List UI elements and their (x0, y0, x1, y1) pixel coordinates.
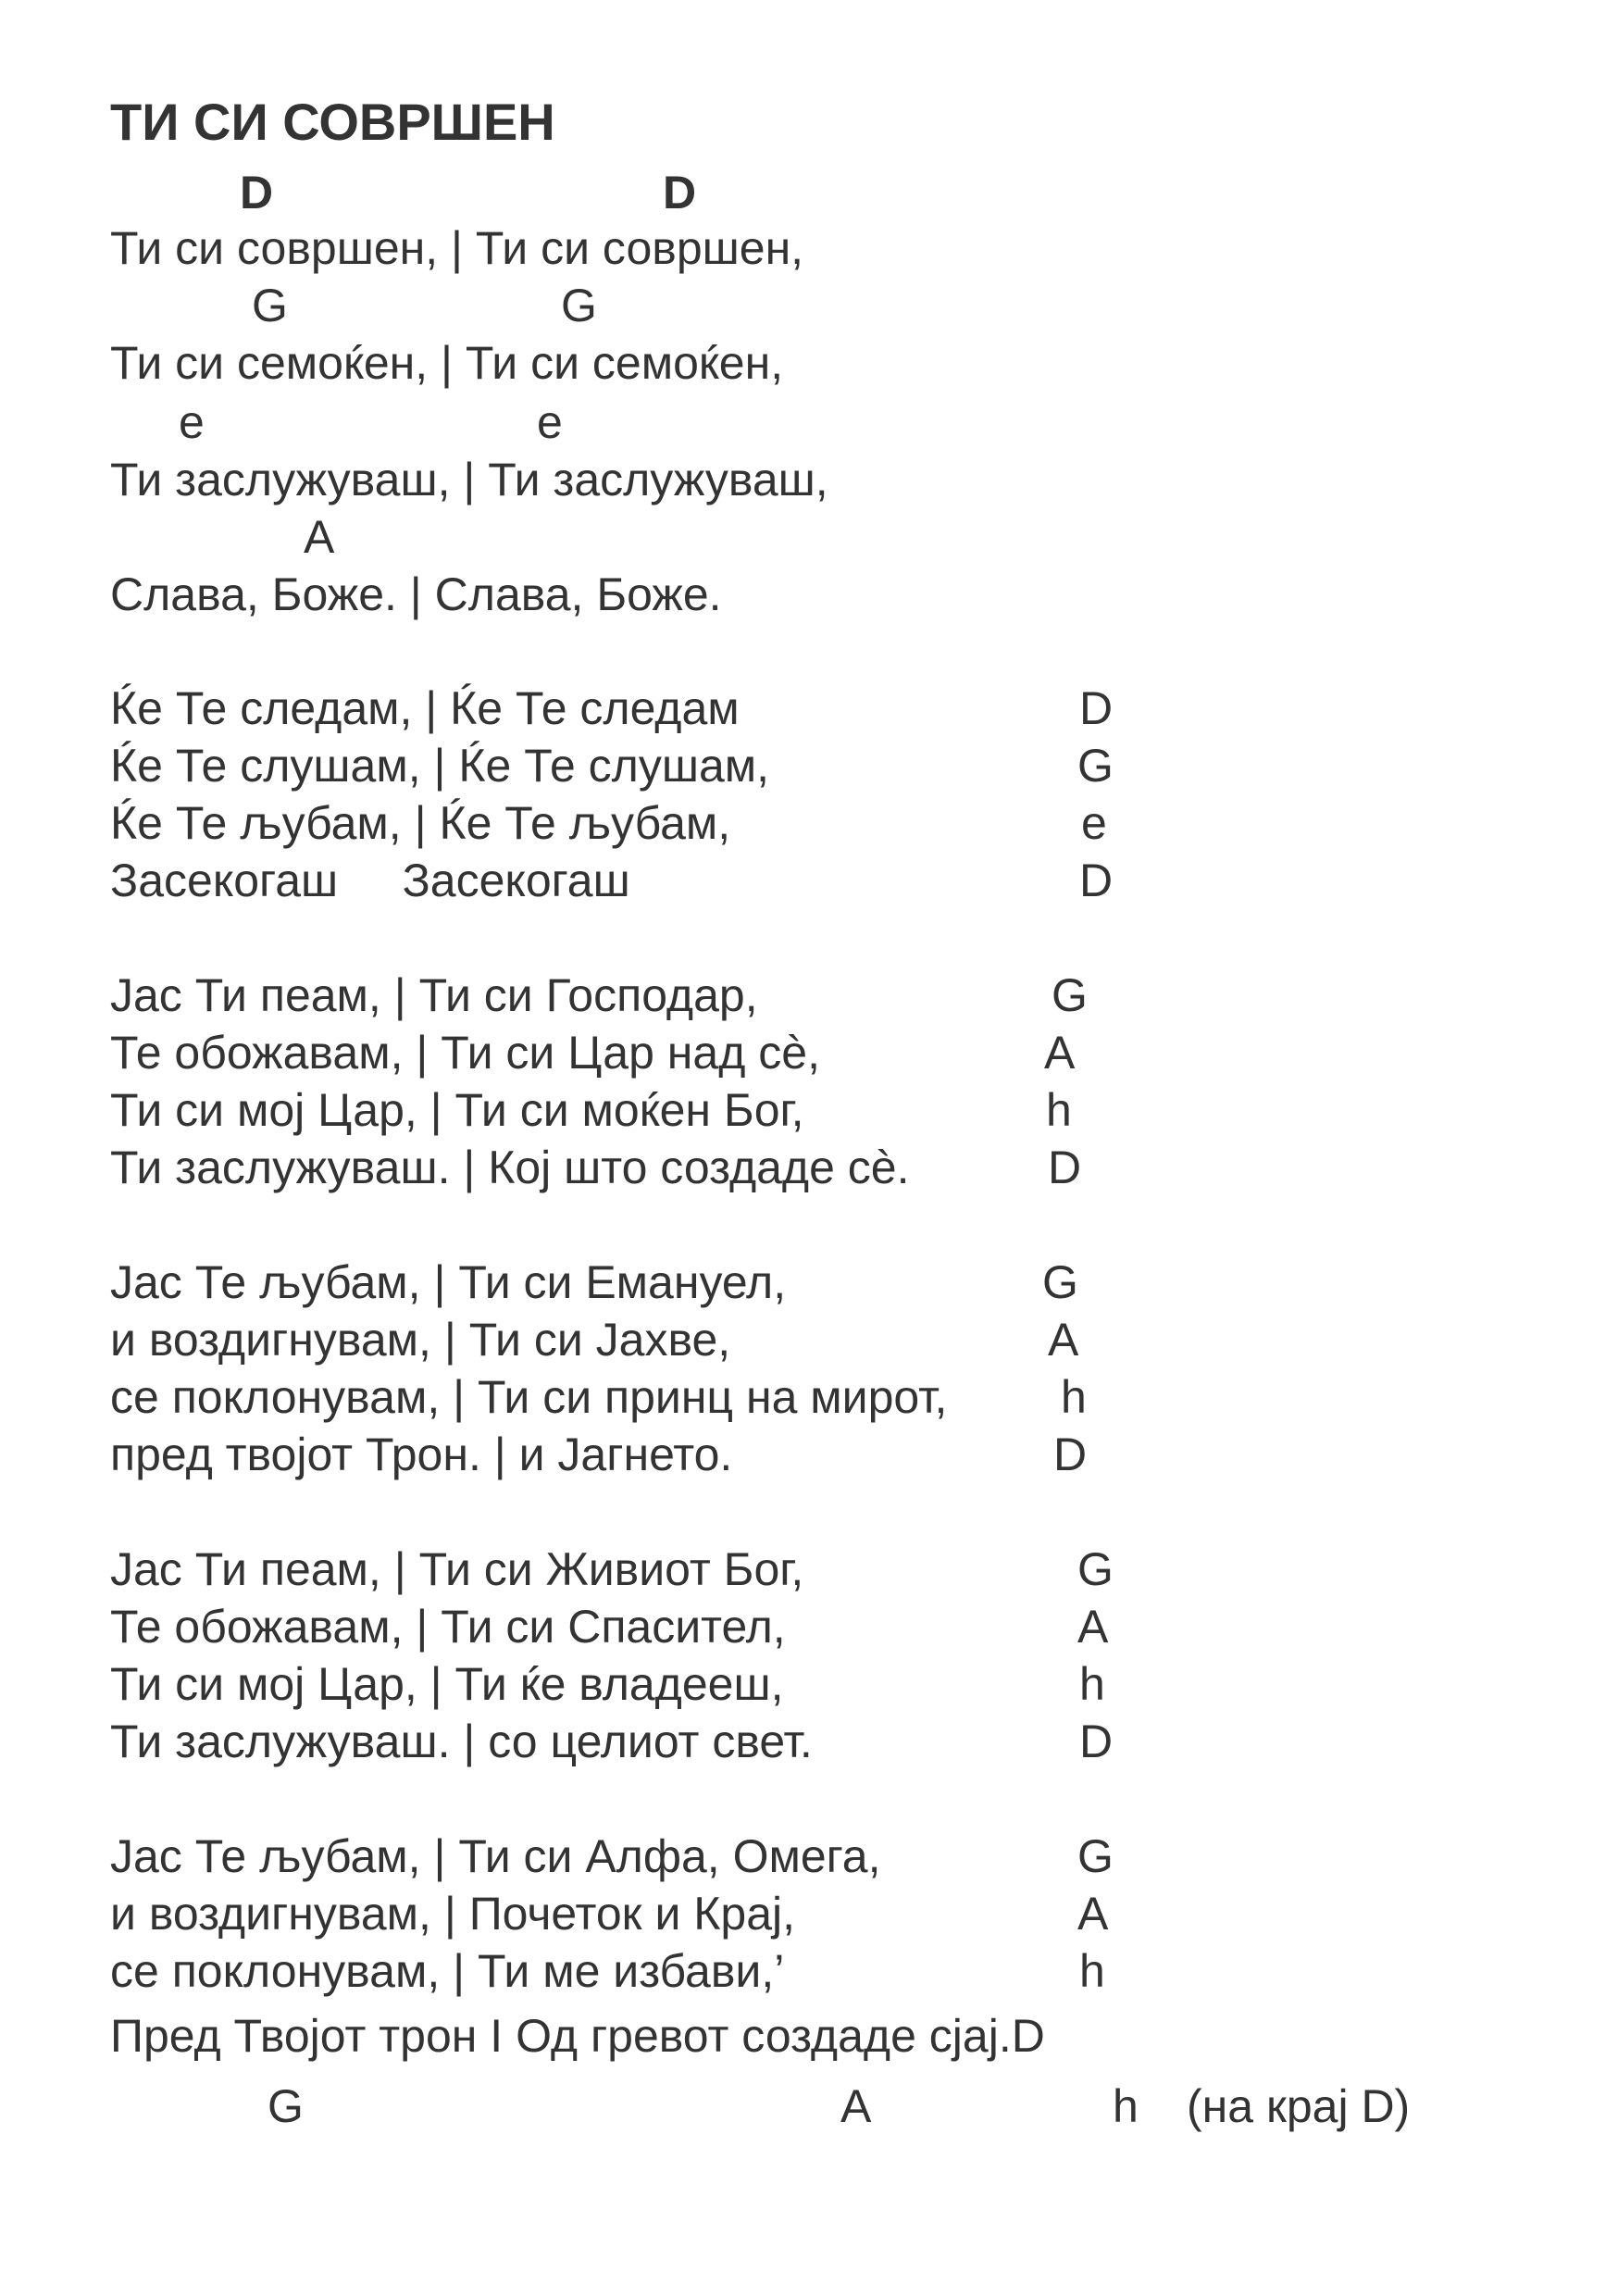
lyric-line: пред твојот Трон. | и Јагнето. (110, 1429, 733, 1480)
chord-label: G (252, 280, 288, 331)
lyric-line: Ти си совршен, | Ти си совршен, (110, 222, 804, 274)
chord-label: e (537, 396, 563, 448)
lyric-line: Јас Те љубам, | Ти си Емануел, (110, 1256, 787, 1308)
chord-label: D (1053, 1429, 1088, 1480)
lyric-line: Јас Ти пеам, | Ти си Господар, (110, 969, 758, 1021)
chord-label: D (1048, 1142, 1082, 1193)
chord-label: G (1077, 1830, 1114, 1882)
chord-label: G (1077, 1543, 1114, 1595)
chord-label: D (240, 167, 274, 218)
lyric-line: Те обожавам, | Ти си Спасител, (110, 1601, 786, 1653)
lyric-line: и воздигнувам, | Ти си Јахве, (110, 1314, 731, 1366)
chord-label: G (268, 2080, 304, 2132)
chord-label: D (1079, 855, 1114, 906)
lyric-line: Ти си мој Цар, | Ти ќе владееш, (110, 1658, 784, 1710)
chord-label: G (561, 280, 597, 331)
chord-label: G (1042, 1256, 1078, 1308)
lyric-line: Ќе Те слушам, | Ќе Те слушам, (110, 740, 770, 792)
lyric-line: Ти си мој Цар, | Ти си моќен Бог, (110, 1084, 804, 1136)
chord-label: h (1046, 1084, 1072, 1136)
chord-label: h (1079, 1945, 1105, 1997)
lyric-line: Те обожавам, | Ти си Цар над сè, (110, 1027, 820, 1079)
lyric-line: Ќе Те следам, | Ќе Те следам (110, 682, 740, 734)
lyric-line: Слава, Боже. | Слава, Боже. (110, 568, 722, 620)
chord-label: h (1079, 1658, 1105, 1710)
lyric-line: се поклонувам, | Ти си принц на мирот, (110, 1371, 948, 1423)
chord-label: A (304, 511, 335, 563)
ending-note: (на крај D) (1187, 2080, 1411, 2132)
lyric-line: и воздигнувам, | Почеток и Крај, (110, 1888, 796, 1940)
chord-label: A (1077, 1601, 1109, 1653)
chord-label: e (179, 396, 205, 448)
chord-label: A (1048, 1314, 1079, 1366)
lyric-line: Јас Ти пеам, | Ти си Живиот Бог, (110, 1543, 804, 1595)
chord-label: A (1077, 1888, 1109, 1940)
lyric-line: Јас Те љубам, | Ти си Алфа, Омега, (110, 1830, 881, 1882)
chord-label: h (1113, 2080, 1139, 2132)
chord-label: D (1079, 1716, 1114, 1767)
chord-label: D (663, 167, 697, 218)
lyric-line: се поклонувам, | Ти ме избави,’ (110, 1945, 785, 1997)
lyric-line: Пред Твојот трон I Од гревот создаде сјај.D (110, 2010, 1045, 2062)
lyric-line: Ти заслужуваш. | со целиот свет. (110, 1716, 813, 1767)
chord-label: G (1077, 740, 1114, 792)
lyric-line: Ти си семоќен, | Ти си семоќен, (110, 337, 784, 389)
lyric-line: Ќе Те љубам, | Ќе Те љубам, (110, 797, 731, 849)
chord-label: D (1079, 682, 1114, 734)
chord-label: A (840, 2080, 872, 2132)
chord-label: h (1061, 1371, 1087, 1423)
chord-label: G (1052, 969, 1088, 1021)
lyric-line: Ти заслужуваш, | Ти заслужуваш, (110, 454, 828, 505)
chord-label: A (1044, 1027, 1076, 1079)
chord-label: e (1081, 797, 1107, 849)
lyric-line: Засекогаш Засекогаш (110, 855, 630, 906)
song-title: ТИ СИ СОВРШЕН (110, 93, 555, 151)
lyric-line: Ти заслужуваш. | Кој што создаде сè. (110, 1142, 910, 1193)
